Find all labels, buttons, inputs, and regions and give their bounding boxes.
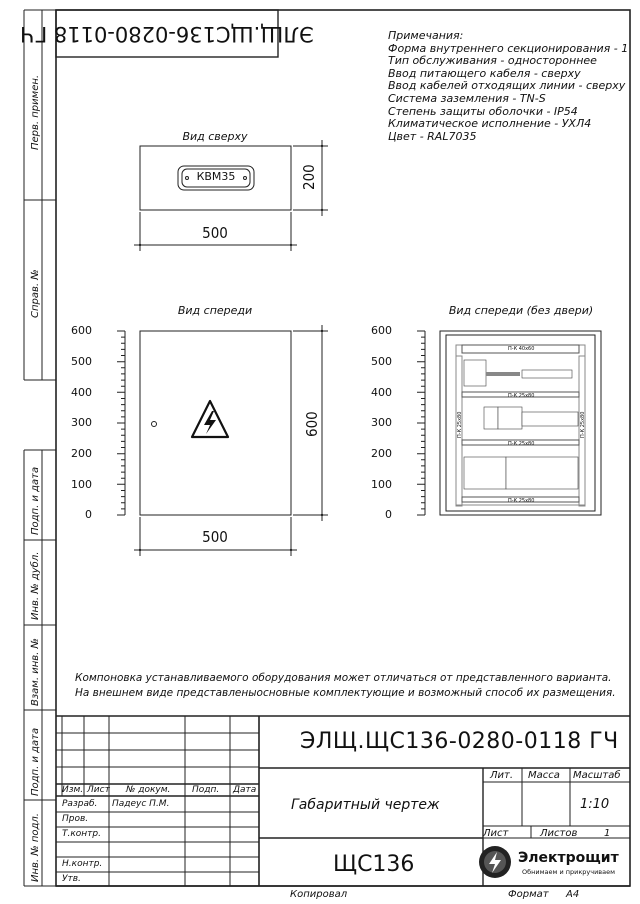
- rail-label: П-К 25x80: [508, 498, 535, 504]
- role-label: Разраб.: [62, 799, 98, 809]
- note-line: Цвет - RAL7035: [388, 129, 477, 143]
- rail-label: П-К 25x80: [508, 393, 535, 399]
- rotated-doc-code: ЭЛЩ.ЩС136-0280-0118 ГЧ: [20, 21, 314, 46]
- sheets-count: 1: [604, 828, 611, 839]
- cable-gland-label: КВМ35: [196, 170, 236, 183]
- front-view-title: Вид спереди: [177, 304, 253, 317]
- tick-label: 400: [71, 386, 92, 399]
- tick-label: 100: [371, 478, 392, 491]
- top-view-title: Вид сверху: [182, 130, 248, 143]
- scale-value: 1:10: [580, 797, 610, 812]
- sheets-label: Листов: [540, 828, 578, 839]
- side-label: Инв. № дубл.: [30, 551, 41, 620]
- note-line: Ввод питающего кабеля - сверху: [388, 66, 581, 80]
- note-line: Степень защиты оболочки - IP54: [388, 104, 578, 118]
- hdr-date: Дата: [233, 785, 257, 795]
- lit-label: Лит.: [490, 770, 514, 781]
- copied-label: Копировал: [290, 889, 348, 900]
- layout-disclaimer: [75, 671, 616, 701]
- rail-label: П-К 25x80: [508, 441, 535, 447]
- tick-label: 100: [71, 478, 92, 491]
- note-line: Климатическое исполнение - УХЛ4: [388, 117, 592, 131]
- product-name: ЩС136: [333, 852, 415, 877]
- role-label: Т.контр.: [62, 829, 102, 839]
- note-line: Форма внутреннего секционирования - 1: [388, 41, 629, 55]
- notes-block: [388, 30, 628, 143]
- document-code: ЭЛЩ.ЩС136-0280-0118 ГЧ: [300, 729, 619, 754]
- document-name: Габаритный чертеж: [291, 797, 440, 813]
- side-duct-label: П-К 25x80: [580, 411, 586, 438]
- sheet-label: Лист: [483, 828, 509, 839]
- tick-label: 500: [71, 355, 92, 368]
- electroshit-logo-icon: [479, 846, 511, 878]
- equipment-row-2: [484, 407, 578, 429]
- side-label: Подп. и дата: [30, 727, 41, 796]
- side-label: Перв. примен.: [30, 74, 41, 150]
- tick-label: 0: [385, 508, 392, 521]
- developer-name: Падеус П.М.: [112, 799, 170, 809]
- tick-label: 300: [71, 416, 92, 429]
- role-label: Пров.: [62, 814, 89, 824]
- disclaimer-line: Компоновка устанавливаемого оборудования может отличаться от представленного варианта.: [75, 672, 612, 684]
- side-label: Инв. № подл.: [30, 813, 41, 882]
- tick-label: 200: [71, 447, 92, 460]
- notes-title: Примечания:: [388, 29, 464, 42]
- role-label: Н.контр.: [62, 859, 103, 869]
- equipment-row-1: [464, 360, 572, 386]
- hdr-izm: Изм.: [62, 785, 84, 795]
- role-label: Утв.: [62, 874, 81, 884]
- hdr-list: Лист: [87, 785, 110, 795]
- duct-top-label: П-К 40x60: [508, 346, 535, 352]
- format-label: Формат: [508, 889, 549, 900]
- side-label: Взам. инв. №: [30, 638, 41, 706]
- tick-label: 600: [71, 324, 92, 337]
- side-duct-label: П-К 25x80: [457, 411, 463, 438]
- mass-label: Масса: [528, 770, 560, 781]
- high-voltage-icon: [192, 401, 228, 437]
- equipment-row-3: [464, 457, 578, 489]
- tick-label: 400: [371, 386, 392, 399]
- tick-label: 0: [85, 508, 92, 521]
- top-depth-dim: 200: [300, 164, 318, 190]
- hdr-doc: № докум.: [126, 785, 171, 795]
- note-line: Тип обслуживания - одностороннее: [388, 54, 597, 68]
- tick-label: 600: [371, 324, 392, 337]
- front-height-dim: 600: [303, 411, 321, 437]
- note-line: Система заземления - TN-S: [388, 91, 546, 105]
- hdr-sign: Подп.: [192, 785, 220, 795]
- disclaimer-line: На внешнем виде представленыосновные комплектующие и возможный способ их размещения.: [75, 687, 616, 699]
- company-slogan: Обнимаем и прикручиваем: [522, 868, 616, 876]
- format-value: А4: [566, 889, 580, 900]
- top-width-dim: 500: [202, 224, 228, 242]
- tick-label: 500: [371, 355, 392, 368]
- tick-label: 300: [371, 416, 392, 429]
- front-nodoor-title: Вид спереди (без двери): [448, 304, 594, 317]
- company-name: Электрощит: [518, 850, 619, 866]
- tick-label: 200: [371, 447, 392, 460]
- scale-label: Масштаб: [573, 770, 621, 781]
- front-width-dim: 500: [202, 528, 228, 546]
- rotated-code-box: [20, 10, 314, 57]
- note-line: Ввод кабелей отходящих линии - сверху: [388, 79, 626, 93]
- side-label: Справ. №: [30, 269, 41, 318]
- side-label: Подп. и дата: [30, 466, 41, 535]
